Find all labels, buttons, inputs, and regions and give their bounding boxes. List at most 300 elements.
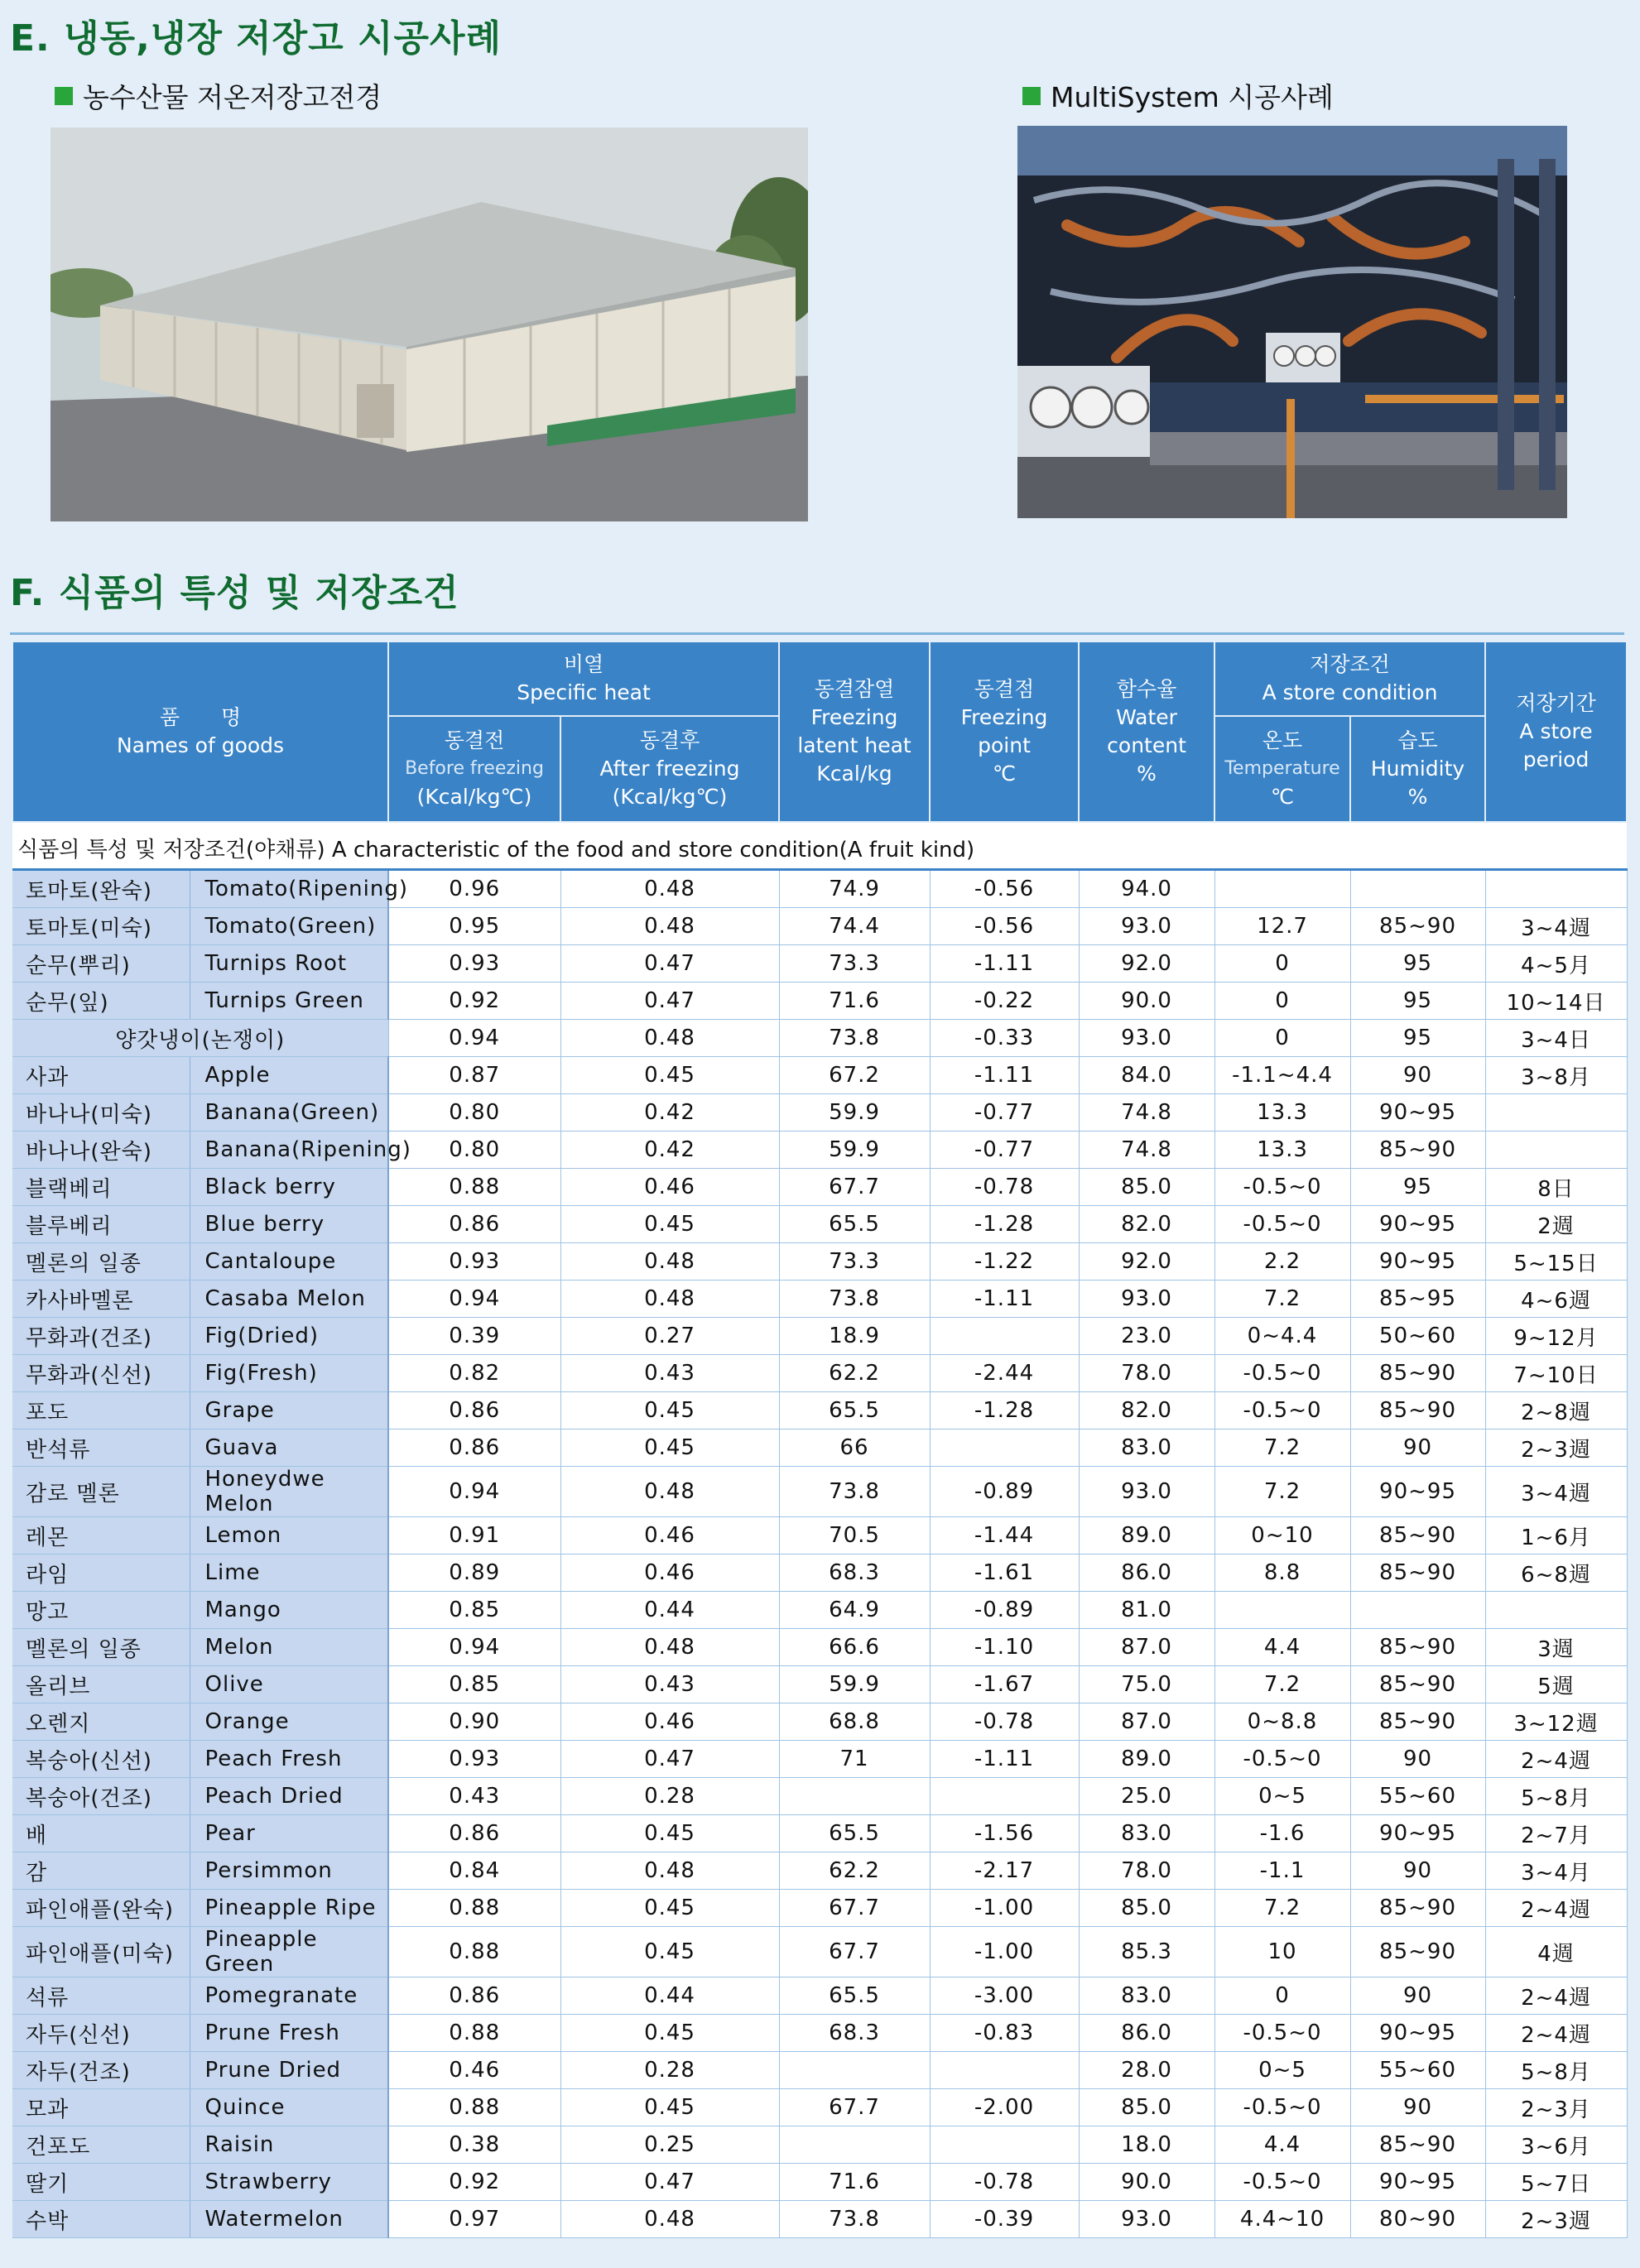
cell-name-en: Grape [190, 1392, 388, 1430]
cell-after-freezing: 0.45 [560, 1392, 779, 1430]
cell-name-kr: 오렌지 [12, 1703, 190, 1741]
cell-water-content: 25.0 [1079, 1778, 1214, 1815]
cell-name-en: Lemon [190, 1517, 388, 1554]
cell-freezing-point [930, 2052, 1079, 2089]
food-storage-table [12, 641, 1626, 2238]
header-water-unit: % [1137, 762, 1157, 786]
cell-humidity: 85~90 [1350, 1392, 1485, 1430]
cell-after-freezing: 0.46 [560, 1554, 779, 1592]
cell-temperature: -0.5~0 [1214, 1741, 1350, 1778]
cell-name-en: Banana(Green) [190, 1094, 388, 1132]
cell-name-en: Prune Fresh [190, 2015, 388, 2052]
cell-latent-heat: 65.5 [779, 1392, 930, 1430]
header-fp-unit: ℃ [992, 762, 1017, 786]
header-name-kr: 품 명 [159, 705, 242, 729]
cell-store-period: 2~3月 [1485, 2089, 1627, 2126]
cell-humidity: 90~95 [1350, 1815, 1485, 1852]
green-square-bullet-icon [55, 87, 73, 105]
cell-freezing-point: -1.00 [930, 1927, 1079, 1977]
cell-before-freezing: 0.95 [388, 908, 560, 945]
header-after-unit: (Kcal/kg℃) [612, 785, 728, 809]
cell-store-period: 6~8週 [1485, 1554, 1627, 1592]
cell-water-content: 18.0 [1079, 2126, 1214, 2164]
cell-water-content: 85.0 [1079, 1169, 1214, 1206]
cell-water-content: 87.0 [1079, 1629, 1214, 1666]
cell-after-freezing: 0.45 [560, 1430, 779, 1467]
cell-water-content: 93.0 [1079, 908, 1214, 945]
cell-temperature: 8.8 [1214, 1554, 1350, 1592]
cell-name-kr: 감로 멜론 [12, 1467, 190, 1517]
cell-store-period: 3~4月 [1485, 1852, 1627, 1890]
cell-after-freezing: 0.45 [560, 2089, 779, 2126]
cell-name-kr: 자두(건조) [12, 2052, 190, 2089]
cell-latent-heat: 71.6 [779, 2164, 930, 2201]
header-latent-en2: latent heat [797, 733, 911, 757]
cell-after-freezing: 0.28 [560, 2052, 779, 2089]
cell-humidity: 90~95 [1350, 1243, 1485, 1281]
cell-water-content: 87.0 [1079, 1703, 1214, 1741]
cell-name-kr: 석류 [12, 1977, 190, 2015]
cell-store-period [1485, 1132, 1627, 1169]
cell-temperature: -0.5~0 [1214, 2015, 1350, 2052]
cell-before-freezing: 0.86 [388, 1392, 560, 1430]
cell-latent-heat: 68.3 [779, 2015, 930, 2052]
cell-after-freezing: 0.47 [560, 2164, 779, 2201]
cell-freezing-point: -1.11 [930, 1057, 1079, 1094]
cell-freezing-point: -1.56 [930, 1815, 1079, 1852]
cell-latent-heat [779, 1778, 930, 1815]
cell-store-period: 3~4日 [1485, 1020, 1627, 1057]
cell-humidity: 85~90 [1350, 1629, 1485, 1666]
cell-water-content: 93.0 [1079, 2201, 1214, 2238]
multisystem-photo [1017, 126, 1567, 518]
cell-name-en: Black berry [190, 1169, 388, 1206]
cell-humidity: 85~90 [1350, 1927, 1485, 1977]
cell-name-en: Pomegranate [190, 1977, 388, 2015]
cell-freezing-point: -1.28 [930, 1392, 1079, 1430]
cell-before-freezing: 0.90 [388, 1703, 560, 1741]
table-row [12, 1206, 1627, 1243]
table-row [12, 1020, 1627, 1057]
cell-latent-heat: 67.7 [779, 1890, 930, 1927]
cell-humidity [1350, 870, 1485, 908]
cell-name-kr: 순무(뿌리) [12, 945, 190, 983]
cell-latent-heat: 59.9 [779, 1094, 930, 1132]
cell-humidity: 85~90 [1350, 1517, 1485, 1554]
cell-name-kr: 올리브 [12, 1666, 190, 1703]
cell-latent-heat: 67.7 [779, 1169, 930, 1206]
cell-after-freezing: 0.45 [560, 1890, 779, 1927]
cell-store-period: 3~4週 [1485, 1467, 1627, 1517]
cell-after-freezing: 0.46 [560, 1169, 779, 1206]
cell-humidity: 90 [1350, 1741, 1485, 1778]
cell-water-content: 89.0 [1079, 1517, 1214, 1554]
header-store-kr: 저장조건 [1310, 652, 1390, 676]
cell-water-content: 90.0 [1079, 983, 1214, 1020]
cell-latent-heat: 74.4 [779, 908, 930, 945]
cell-before-freezing: 0.38 [388, 2126, 560, 2164]
cell-freezing-point: -2.17 [930, 1852, 1079, 1890]
cell-freezing-point: -1.10 [930, 1629, 1079, 1666]
cell-before-freezing: 0.94 [388, 1629, 560, 1666]
green-square-bullet-icon [1022, 87, 1041, 105]
cell-latent-heat: 65.5 [779, 1206, 930, 1243]
cell-latent-heat: 71.6 [779, 983, 930, 1020]
cell-before-freezing: 0.39 [388, 1318, 560, 1355]
table-row [12, 1132, 1627, 1169]
cell-freezing-point: -2.44 [930, 1355, 1079, 1392]
cell-latent-heat: 73.8 [779, 2201, 930, 2238]
cell-temperature: 13.3 [1214, 1094, 1350, 1132]
table-row [12, 908, 1627, 945]
cell-after-freezing: 0.27 [560, 1318, 779, 1355]
cell-store-period: 5~15日 [1485, 1243, 1627, 1281]
cell-before-freezing: 0.88 [388, 1169, 560, 1206]
header-fp-en1: Freezing [960, 705, 1048, 729]
cell-before-freezing: 0.91 [388, 1517, 560, 1554]
table-row [12, 1927, 1627, 1977]
cell-water-content: 86.0 [1079, 1554, 1214, 1592]
cell-name-kr: 카사바멜론 [12, 1281, 190, 1318]
cell-name-en: Banana(Ripening) [190, 1132, 388, 1169]
cell-name-en: Fig(Fresh) [190, 1355, 388, 1392]
cell-humidity: 55~60 [1350, 1778, 1485, 1815]
cell-store-period: 3~12週 [1485, 1703, 1627, 1741]
cell-before-freezing: 0.94 [388, 1020, 560, 1057]
table-row [12, 1094, 1627, 1132]
cell-store-period: 2~3週 [1485, 1430, 1627, 1467]
table-row [12, 1169, 1627, 1206]
cell-latent-heat: 67.7 [779, 2089, 930, 2126]
cell-humidity: 85~90 [1350, 1890, 1485, 1927]
cell-name-en: Tomato(Ripening) [190, 870, 388, 908]
cell-humidity: 90 [1350, 1852, 1485, 1890]
cell-before-freezing: 0.96 [388, 870, 560, 908]
cell-before-freezing: 0.85 [388, 1592, 560, 1629]
cell-water-content: 75.0 [1079, 1666, 1214, 1703]
cell-temperature: -0.5~0 [1214, 1392, 1350, 1430]
cell-before-freezing: 0.94 [388, 1281, 560, 1318]
cell-humidity: 85~90 [1350, 1666, 1485, 1703]
section-e-title: E. 냉동,냉장 저장고 시공사례 [10, 17, 502, 60]
header-period-en2: period [1522, 747, 1590, 771]
header-specific-heat [388, 641, 779, 716]
cell-latent-heat: 18.9 [779, 1318, 930, 1355]
cell-after-freezing: 0.45 [560, 1815, 779, 1852]
cell-after-freezing: 0.43 [560, 1666, 779, 1703]
table-row [12, 1355, 1627, 1392]
table-row [12, 983, 1627, 1020]
cell-before-freezing: 0.86 [388, 1206, 560, 1243]
table-row [12, 870, 1627, 908]
cell-name-en: Mango [190, 1592, 388, 1629]
table-row [12, 1703, 1627, 1741]
cell-temperature: 12.7 [1214, 908, 1350, 945]
cell-humidity: 95 [1350, 945, 1485, 983]
cell-before-freezing: 0.88 [388, 2089, 560, 2126]
cell-name-kr: 멜론의 일종 [12, 1243, 190, 1281]
cell-before-freezing: 0.86 [388, 1815, 560, 1852]
table-row [12, 945, 1627, 983]
cell-after-freezing: 0.46 [560, 1703, 779, 1741]
cell-humidity: 95 [1350, 983, 1485, 1020]
cell-store-period [1485, 870, 1627, 908]
cell-freezing-point: -1.61 [930, 1554, 1079, 1592]
cell-after-freezing: 0.48 [560, 2201, 779, 2238]
cell-temperature: 0 [1214, 1020, 1350, 1057]
cell-store-period: 7~10日 [1485, 1355, 1627, 1392]
cell-store-period: 10~14日 [1485, 983, 1627, 1020]
table-row [12, 1281, 1627, 1318]
header-freezing-point [930, 641, 1079, 822]
cell-name-kr: 포도 [12, 1392, 190, 1430]
cell-name-en: Quince [190, 2089, 388, 2126]
cell-temperature: 7.2 [1214, 1430, 1350, 1467]
cell-freezing-point: -1.11 [930, 1741, 1079, 1778]
cell-water-content: 78.0 [1079, 1355, 1214, 1392]
cell-humidity: 90 [1350, 1977, 1485, 2015]
cell-humidity: 90~95 [1350, 1206, 1485, 1243]
cell-temperature [1214, 1592, 1350, 1629]
header-water-kr: 함수율 [1116, 677, 1177, 701]
header-water-en2: content [1107, 733, 1186, 757]
cell-latent-heat: 71 [779, 1741, 930, 1778]
multisystem-caption [1022, 76, 1334, 115]
cell-after-freezing: 0.47 [560, 1741, 779, 1778]
header-water-content [1079, 641, 1214, 822]
cell-store-period: 2~7月 [1485, 1815, 1627, 1852]
cell-name-kr: 바나나(완숙) [12, 1132, 190, 1169]
cell-temperature: -0.5~0 [1214, 1355, 1350, 1392]
cell-name-kr: 블루베리 [12, 1206, 190, 1243]
cell-name-en: Honeydwe Melon [190, 1467, 388, 1517]
cell-humidity: 85~90 [1350, 908, 1485, 945]
cell-name-kr: 파인애플(미숙) [12, 1927, 190, 1977]
cell-before-freezing: 0.93 [388, 1741, 560, 1778]
cell-latent-heat: 64.9 [779, 1592, 930, 1629]
cell-water-content: 78.0 [1079, 1852, 1214, 1890]
cell-humidity: 50~60 [1350, 1318, 1485, 1355]
cell-water-content: 85.0 [1079, 2089, 1214, 2126]
cell-humidity: 90~95 [1350, 2164, 1485, 2201]
cell-before-freezing: 0.93 [388, 945, 560, 983]
cell-name-en: Casaba Melon [190, 1281, 388, 1318]
cell-name-en: Olive [190, 1666, 388, 1703]
table-row [12, 1629, 1627, 1666]
header-after-kr: 동결후 [639, 728, 700, 752]
table-row [12, 1554, 1627, 1592]
cell-after-freezing: 0.45 [560, 1927, 779, 1977]
cell-store-period: 2週 [1485, 1206, 1627, 1243]
cell-store-period: 2~4週 [1485, 1741, 1627, 1778]
cell-store-period: 9~12月 [1485, 1318, 1627, 1355]
cell-temperature: -0.5~0 [1214, 1169, 1350, 1206]
header-temp-unit: ℃ [1270, 785, 1295, 809]
header-latent-kr: 동결잠열 [814, 677, 895, 701]
header-before-kr: 동결전 [444, 728, 505, 752]
cell-freezing-point: -0.39 [930, 2201, 1079, 2238]
cell-temperature: 0~5 [1214, 2052, 1350, 2089]
cell-before-freezing: 0.92 [388, 983, 560, 1020]
table-row [12, 1741, 1627, 1778]
cell-store-period: 5~8月 [1485, 2052, 1627, 2089]
cell-name-en: Turnips Root [190, 945, 388, 983]
cell-after-freezing: 0.42 [560, 1132, 779, 1169]
cell-temperature: -0.5~0 [1214, 1206, 1350, 1243]
cell-after-freezing: 0.46 [560, 1517, 779, 1554]
cell-after-freezing: 0.45 [560, 1057, 779, 1094]
cell-water-content: 83.0 [1079, 1977, 1214, 2015]
cell-water-content: 85.0 [1079, 1890, 1214, 1927]
warehouse-caption-text: 농수산물 저온저장고전경 [83, 81, 382, 113]
table-row [12, 1392, 1627, 1430]
cell-store-period: 3~6月 [1485, 2126, 1627, 2164]
cell-temperature: 4.4 [1214, 2126, 1350, 2164]
cell-water-content: 82.0 [1079, 1206, 1214, 1243]
header-latent-en1: Freezing [810, 705, 898, 729]
cell-before-freezing: 0.46 [388, 2052, 560, 2089]
cell-after-freezing: 0.48 [560, 908, 779, 945]
cell-temperature: 13.3 [1214, 1132, 1350, 1169]
cell-before-freezing: 0.85 [388, 1666, 560, 1703]
cell-name-kr: 무화과(건조) [12, 1318, 190, 1355]
cell-before-freezing: 0.86 [388, 1977, 560, 2015]
table-row [12, 2015, 1627, 2052]
cell-name-en: Guava [190, 1430, 388, 1467]
cell-latent-heat: 67.7 [779, 1927, 930, 1977]
cell-after-freezing: 0.47 [560, 945, 779, 983]
header-humidity [1350, 716, 1485, 822]
header-temp-en: Temperature [1224, 758, 1340, 779]
header-period-en1: A store [1519, 719, 1593, 743]
table-row [12, 2201, 1627, 2238]
cell-freezing-point: -0.56 [930, 908, 1079, 945]
cell-before-freezing: 0.94 [388, 1467, 560, 1517]
cell-humidity: 55~60 [1350, 2052, 1485, 2089]
cell-water-content: 74.8 [1079, 1094, 1214, 1132]
cell-store-period: 8日 [1485, 1169, 1627, 1206]
cell-freezing-point: -1.00 [930, 1890, 1079, 1927]
header-latent-unit: Kcal/kg [816, 762, 892, 786]
cell-temperature: 0~5 [1214, 1778, 1350, 1815]
cell-name-en: Pear [190, 1815, 388, 1852]
cell-water-content: 92.0 [1079, 1243, 1214, 1281]
cell-name-kr: 수박 [12, 2201, 190, 2238]
cell-humidity: 90~95 [1350, 2015, 1485, 2052]
header-fp-en2: point [978, 733, 1031, 757]
cell-latent-heat: 59.9 [779, 1132, 930, 1169]
table-row [12, 2089, 1627, 2126]
cell-temperature: 0 [1214, 983, 1350, 1020]
header-after-freezing [560, 716, 779, 822]
cell-freezing-point: -2.00 [930, 2089, 1079, 2126]
cell-freezing-point: -0.22 [930, 983, 1079, 1020]
cell-water-content: 74.8 [1079, 1132, 1214, 1169]
cell-name-kr: 레몬 [12, 1517, 190, 1554]
cell-name-kr: 딸기 [12, 2164, 190, 2201]
cell-store-period: 5週 [1485, 1666, 1627, 1703]
table-row [12, 1467, 1627, 1517]
cell-humidity: 90 [1350, 1057, 1485, 1094]
cell-water-content: 85.3 [1079, 1927, 1214, 1977]
cell-name-en: Fig(Dried) [190, 1318, 388, 1355]
cell-latent-heat: 73.8 [779, 1020, 930, 1057]
cell-latent-heat: 73.3 [779, 1243, 930, 1281]
cell-humidity [1350, 1592, 1485, 1629]
cell-name-kr: 라임 [12, 1554, 190, 1592]
cell-freezing-point: -1.28 [930, 1206, 1079, 1243]
table-row [12, 1977, 1627, 2015]
cell-after-freezing: 0.45 [560, 2015, 779, 2052]
table-row [12, 2052, 1627, 2089]
table-row [12, 2126, 1627, 2164]
cell-water-content: 83.0 [1079, 1815, 1214, 1852]
cell-name-kr: 복숭아(건조) [12, 1778, 190, 1815]
cell-humidity: 85~90 [1350, 1355, 1485, 1392]
section-divider [10, 632, 1624, 635]
cell-freezing-point: -0.89 [930, 1592, 1079, 1629]
cell-after-freezing: 0.48 [560, 1852, 779, 1890]
cell-store-period: 5~7日 [1485, 2164, 1627, 2201]
cell-latent-heat: 59.9 [779, 1666, 930, 1703]
cell-temperature: 4.4~10 [1214, 2201, 1350, 2238]
cell-freezing-point: -0.56 [930, 870, 1079, 908]
cell-after-freezing: 0.44 [560, 1592, 779, 1629]
cell-temperature: -0.5~0 [1214, 2089, 1350, 2126]
cell-freezing-point: -0.78 [930, 2164, 1079, 2201]
multisystem-caption-text: MultiSystem 시공사례 [1051, 81, 1334, 113]
cell-water-content: 84.0 [1079, 1057, 1214, 1094]
header-after-en: After freezing [599, 757, 740, 781]
cell-humidity: 85~90 [1350, 2126, 1485, 2164]
warehouse-caption [55, 76, 382, 115]
cell-humidity: 85~95 [1350, 1281, 1485, 1318]
header-before-unit: (Kcal/kg℃) [416, 785, 532, 809]
cell-latent-heat [779, 2126, 930, 2164]
table-row [12, 1815, 1627, 1852]
cell-before-freezing: 0.87 [388, 1057, 560, 1094]
table-row [12, 1057, 1627, 1094]
header-store-en: A store condition [1262, 680, 1438, 704]
cell-before-freezing: 0.88 [388, 1890, 560, 1927]
cell-name-kr: 멜론의 일종 [12, 1629, 190, 1666]
cell-name-en: Prune Dried [190, 2052, 388, 2089]
header-names-of-goods [12, 641, 388, 822]
cell-after-freezing: 0.47 [560, 983, 779, 1020]
cell-store-period: 3~8月 [1485, 1057, 1627, 1094]
cell-before-freezing: 0.43 [388, 1778, 560, 1815]
cell-water-content: 94.0 [1079, 870, 1214, 908]
cell-name-en: Watermelon [190, 2201, 388, 2238]
cell-humidity: 80~90 [1350, 2201, 1485, 2238]
cell-name-kr: 모과 [12, 2089, 190, 2126]
cell-water-content: 86.0 [1079, 2015, 1214, 2052]
cell-freezing-point [930, 1430, 1079, 1467]
cell-temperature: -1.1 [1214, 1852, 1350, 1890]
cell-store-period: 2~4週 [1485, 1890, 1627, 1927]
cell-humidity: 85~90 [1350, 1554, 1485, 1592]
header-specific-heat-kr: 비열 [563, 652, 604, 676]
cell-latent-heat: 74.9 [779, 870, 930, 908]
cell-freezing-point: -0.77 [930, 1094, 1079, 1132]
cell-latent-heat: 65.5 [779, 1977, 930, 2015]
header-before-en: Before freezing [405, 758, 544, 779]
cell-freezing-point [930, 1778, 1079, 1815]
cell-name-en: Peach Dried [190, 1778, 388, 1815]
cell-store-period: 3週 [1485, 1629, 1627, 1666]
header-hum-en: Humidity [1370, 757, 1465, 781]
cell-store-period: 2~4週 [1485, 1977, 1627, 2015]
